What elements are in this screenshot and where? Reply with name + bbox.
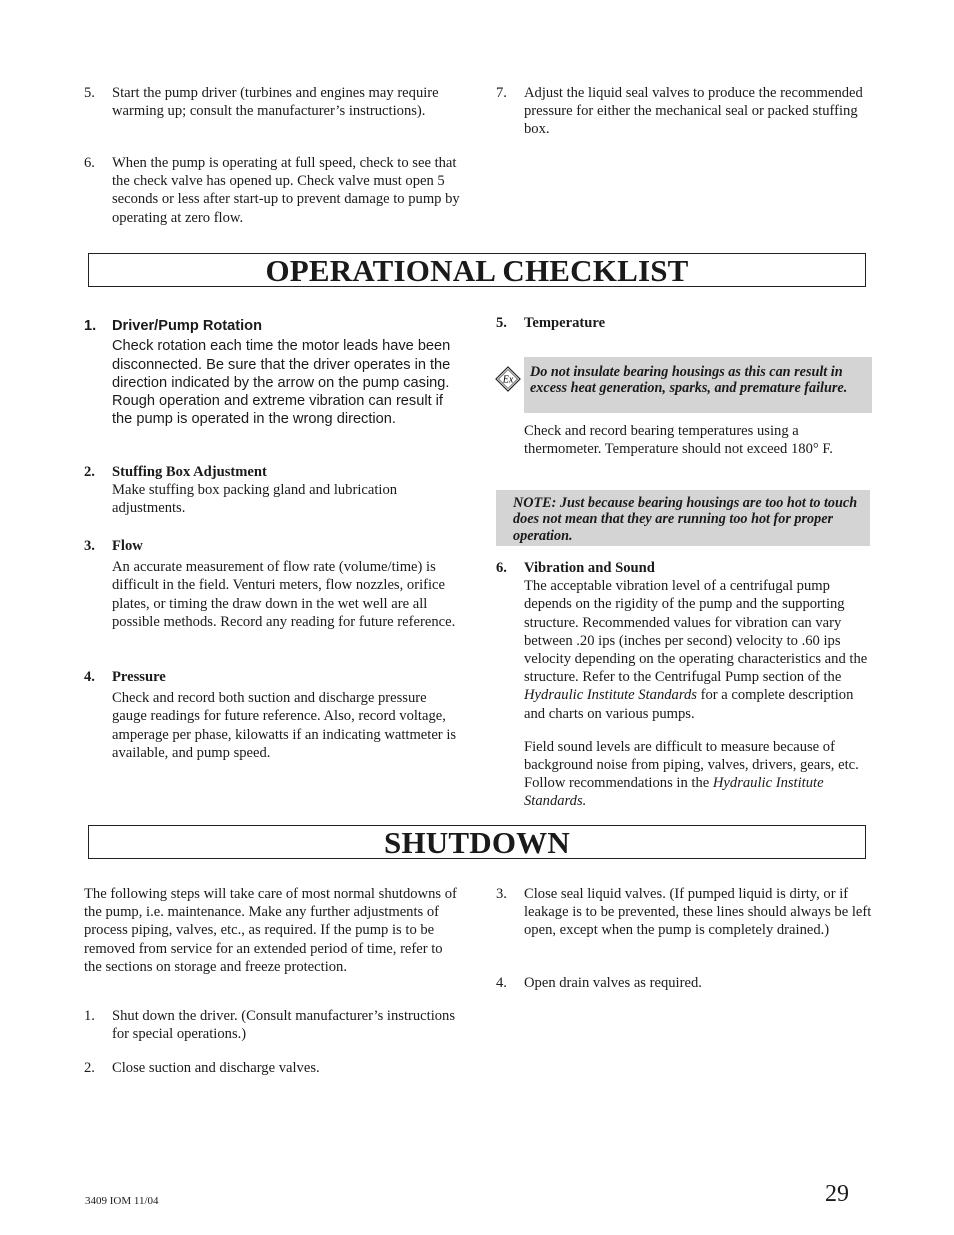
- shutdown-step-2: [84, 1059, 462, 1077]
- item-number: 2.: [84, 464, 95, 480]
- step-number: 6.: [84, 155, 95, 171]
- step-text: Adjust the liquid seal valves to produce the recommended pressure for either the mechanical seal or packed stuffing box.: [524, 85, 863, 138]
- step-text: When the pump is operating at full speed, check to see that the check valve has opened up. Check valve must open 5 seconds or less after start-up to prevent damage to pump by operating at zero flow.: [112, 155, 460, 226]
- checklist-item-stuffing-box: [84, 463, 462, 518]
- item-number: 6.: [496, 560, 507, 576]
- item-title: Vibration and Sound: [524, 560, 655, 576]
- step-number: 3.: [496, 886, 507, 902]
- item-text-sound: Field sound levels are difficult to measure because of background noise from piping, valves, drivers, gears, etc. Follow recommendations in the Hydraulic Institute Standards.: [524, 738, 859, 810]
- warning-box: [524, 357, 872, 413]
- item-text-vibration: The acceptable vibration level of a centrifugal pump depends on the rigidity of the pump and the supporting structure. Recommended values for vibration can vary between .20 ips (inches per second) velocity to .60 ips velocity depending on the operating characteristics and the structure. Refer to the Centrifugal Pump section of the Hydraulic Institute Standards for a complete description and charts on various pumps.: [524, 578, 868, 722]
- item-number: 3.: [84, 538, 95, 554]
- note-box: [496, 490, 870, 546]
- step-text: Start the pump driver (turbines and engines may require warming up; consult the manufacturer’s instructions).: [112, 85, 439, 120]
- section-title: OPERATIONAL CHECKLIST: [265, 253, 689, 288]
- checklist-item-rotation: [84, 317, 462, 429]
- item-text: Make stuffing box packing gland and lubrication adjustments.: [112, 482, 398, 517]
- item-number: 5.: [496, 315, 507, 331]
- step-6: [84, 154, 462, 227]
- item-title: Flow: [112, 538, 143, 554]
- item-text: An accurate measurement of flow rate (volume/time) is difficult in the field. Venturi meters, flow nozzles, orifice plates, or timing the draw down in the wet well are all possible methods. Record any reading for future reference.: [112, 559, 456, 630]
- section-header-shutdown: [88, 825, 866, 859]
- shutdown-intro: The following steps will take care of most normal shutdowns of the pump, i.e. maintenance. Make any further adjustments of process piping, valves, etc., as required. If the pump is to be removed from service for an extended period of time, refer to the sections on storage and freeze protection.: [84, 886, 457, 975]
- step-text: Shut down the driver. (Consult manufacturer’s instructions for special operations.): [112, 1008, 456, 1043]
- section-title: SHUTDOWN: [384, 825, 570, 860]
- checklist-item-pressure: [84, 668, 462, 762]
- page-number: 29: [825, 1181, 849, 1207]
- step-text: Close seal liquid valves. (If pumped liquid is dirty, or if leakage is to be prevented, these lines should always be left open, except when the pump is completely drained.): [524, 886, 872, 939]
- item-text: Check and record both suction and discharge pressure gauge readings for future reference. Also, record voltage, amperage per phase, kilowatts if an indicating wattmeter is available, and pump speed.: [112, 690, 457, 761]
- warning-text: Do not insulate bearing housings as this can result in excess heat generation, sparks, and premature failure.: [530, 364, 848, 397]
- temperature-text: Check and record bearing temperatures using a thermometer. Temperature should not exceed 180° F.: [524, 423, 833, 458]
- step-number: 4.: [496, 975, 507, 991]
- item-title: Stuffing Box Adjustment: [112, 464, 267, 480]
- note-text: NOTE: Just because bearing housings are too hot to touch does not mean that they are running too hot for proper operation.: [513, 495, 858, 544]
- item-title: Pressure: [112, 669, 166, 685]
- item-title: Temperature: [524, 315, 606, 331]
- step-5: [84, 84, 462, 120]
- step-number: 2.: [84, 1060, 95, 1076]
- document-id: 3409 IOM 11/04: [85, 1195, 159, 1207]
- section-header-operational: [88, 253, 866, 287]
- step-7: [496, 84, 872, 139]
- checklist-item-vibration: [496, 559, 872, 811]
- step-number: 1.: [84, 1008, 95, 1024]
- ex-icon-label: Ex: [502, 374, 514, 386]
- shutdown-step-1: [84, 1007, 462, 1043]
- shutdown-step-3: [496, 885, 872, 940]
- ex-hazard-icon: [495, 366, 521, 392]
- checklist-item-flow: [84, 537, 462, 631]
- shutdown-step-4: [496, 974, 872, 992]
- item-number: 4.: [84, 669, 95, 685]
- item-title: Driver/Pump Rotation: [112, 318, 263, 334]
- step-text: Open drain valves as required.: [524, 975, 702, 991]
- item-text: Check rotation each time the motor leads have been disconnected. Be sure that the driver operates in the direction indicated by the arrow on the pump casing. Rough operation and extreme vibration can result if the pump is operated in the wrong direction.: [112, 338, 451, 428]
- step-number: 7.: [496, 85, 507, 101]
- step-text: Close suction and discharge valves.: [112, 1060, 320, 1076]
- step-number: 5.: [84, 85, 95, 101]
- checklist-item-temperature-title: [496, 314, 872, 332]
- item-number: 1.: [84, 318, 97, 334]
